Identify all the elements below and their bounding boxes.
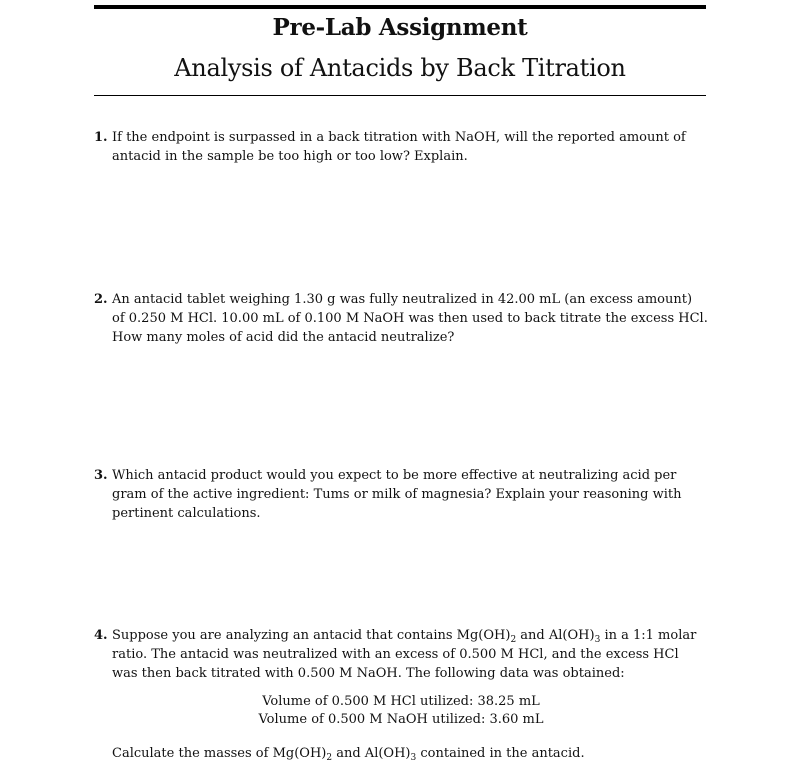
question-text: An antacid tablet weighing 1.30 g was fully neutralized in 42.00 mL (an excess amount) of 0.250 M HCl. 10.00 mL of 0.100 M NaOH was then used to back titrate the excess HCl. How many moles of acid did the antacid neutralize? <box>112 292 708 345</box>
page-title: Pre-Lab Assignment <box>272 14 528 41</box>
question-number: 1. <box>94 130 108 145</box>
question-text: Which antacid product would you expect to be more effective at neutralizing acid per gram of the active ingredient: Tums or milk of magnesia? Explain your reasoning with pertinent calculations. <box>112 468 682 521</box>
data-line-naoh: Volume of 0.500 M NaOH utilized: 3.60 mL <box>258 712 544 727</box>
question-3 <box>94 466 708 523</box>
question-number: 3. <box>94 468 108 483</box>
question-text: If the endpoint is surpassed in a back titration with NaOH, will the reported amount of antacid in the sample be too high or too low? Explain. <box>112 130 686 164</box>
data-line-hcl: Volume of 0.500 M HCl utilized: 38.25 mL <box>262 694 540 709</box>
question-number: 2. <box>94 292 108 307</box>
question-1 <box>94 128 708 166</box>
question-2 <box>94 290 708 347</box>
calculation-prompt: Calculate the masses of $Mg(OH)_2$ and $Al(OH)_3$ contained in the antacid. <box>112 746 585 763</box>
question-number: 4. <box>94 628 108 643</box>
question-4 <box>94 626 708 683</box>
question-text: Suppose you are analyzing an antacid that contains $Mg(OH)_2$ and $Al(OH)_3$ in a 1:1 molar ratio. The antacid was neutralized with an excess of 0.500 M HCl, and the excess HCl was then back titrated with 0.500 M NaOH. The following data was obtained: <box>112 628 697 681</box>
header-divider <box>94 95 706 96</box>
page-subtitle: Analysis of Antacids by Back Titration <box>174 54 626 82</box>
top-rule <box>94 5 706 9</box>
